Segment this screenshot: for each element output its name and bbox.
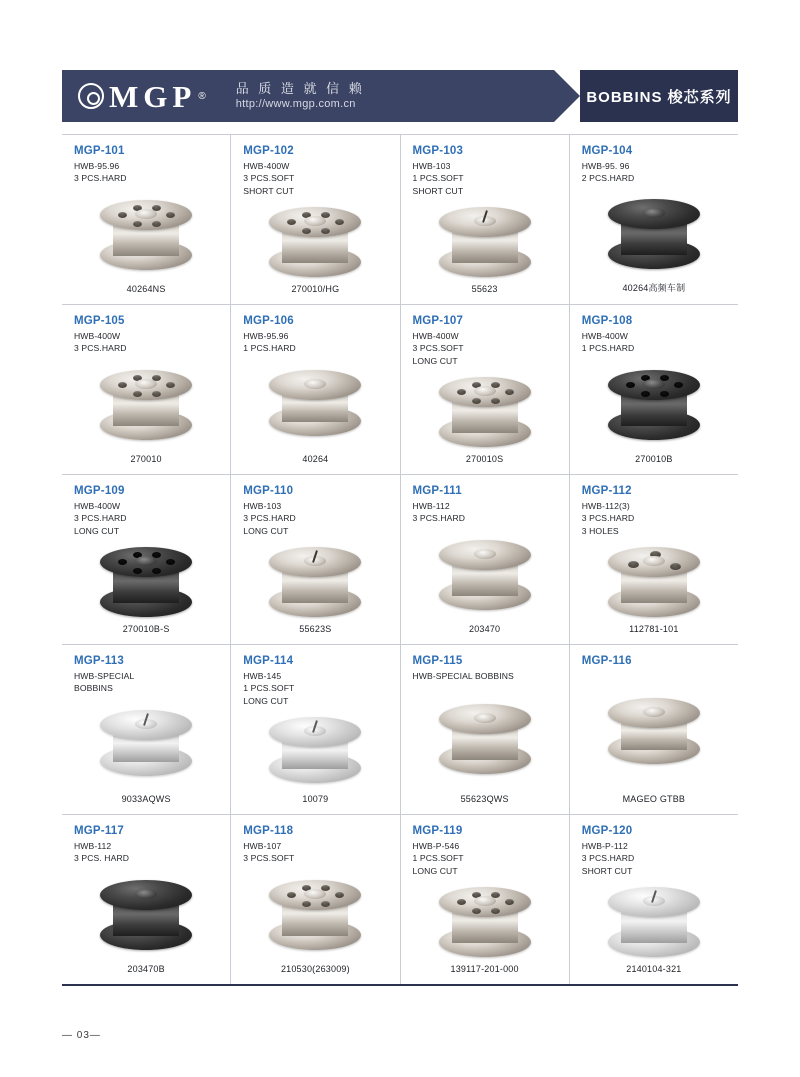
bobbin-hole: [457, 899, 466, 905]
section-title: BOBBINS 梭芯系列: [586, 88, 732, 106]
product-image: [582, 355, 726, 454]
product-image: [74, 865, 218, 964]
spec-line: LONG CUT: [412, 355, 458, 366]
spec-line: 3 PCS.HARD: [243, 513, 296, 524]
product-specs: [413, 840, 557, 877]
product-cell[interactable]: [62, 135, 231, 304]
product-code: MGP-112: [581, 485, 632, 497]
product-code: MGP-109: [74, 485, 125, 497]
bobbin-illustration: [100, 368, 192, 440]
spec-line: HWB-400W: [74, 501, 121, 511]
bobbin-hole: [505, 389, 514, 395]
brand-banner: [62, 70, 554, 122]
product-image: [243, 355, 387, 454]
product-cell[interactable]: [231, 135, 400, 304]
product-row: [62, 815, 738, 984]
spec-line: HWB-400W: [243, 161, 290, 171]
spec-line: 1 PCS.SOFT: [412, 853, 464, 864]
spec-line: 3 PCS.HARD: [74, 173, 127, 184]
spec-line: 1 PCS.HARD: [243, 343, 296, 354]
product-specs: [582, 500, 726, 537]
spec-line: 3 PCS.HARD: [412, 513, 466, 524]
bobbin-illustration: [100, 198, 192, 270]
section-banner: [580, 70, 738, 122]
bobbin-hole: [118, 382, 127, 388]
product-image: [582, 670, 726, 794]
bobbin-hole: [626, 382, 635, 388]
product-code: MGP-103: [412, 145, 464, 157]
product-cell[interactable]: [231, 305, 400, 474]
spec-line: HWB-P-546: [412, 841, 460, 851]
spec-line: 3 PCS.HARD: [74, 513, 127, 524]
spec-line: SHORT CUT: [243, 185, 294, 196]
product-code: MGP-107: [412, 315, 464, 327]
product-cell[interactable]: [570, 815, 738, 984]
product-cell[interactable]: [570, 135, 738, 304]
product-code: MGP-118: [243, 825, 294, 837]
product-image: [74, 537, 218, 624]
product-image: [243, 865, 387, 964]
product-code: MGP-113: [74, 655, 124, 667]
spec-line: HWB-SPECIAL BOBBINS: [412, 671, 514, 681]
spec-line: 3 PCS. HARD: [74, 853, 130, 864]
product-partno: 2140104-321: [626, 964, 682, 974]
bobbin-hole: [335, 219, 344, 225]
product-specs: [243, 330, 387, 355]
product-cell[interactable]: [62, 815, 231, 984]
product-partno: 55623: [471, 284, 498, 294]
product-code: MGP-120: [581, 825, 633, 837]
bobbin-illustration: [269, 715, 361, 787]
bobbin-illustration: [269, 205, 361, 277]
product-code: MGP-104: [581, 145, 633, 157]
bobbin-illustration: [439, 538, 531, 610]
product-partno: 40264: [302, 454, 329, 464]
spec-line: 3 PCS.SOFT: [243, 853, 295, 864]
bobbin-illustration: [439, 375, 531, 447]
bobbin-hole: [166, 559, 175, 565]
spec-line: 3 PCS.SOFT: [243, 173, 295, 184]
bobbin-hole: [321, 228, 330, 234]
bobbin-hole: [457, 389, 466, 395]
product-specs: [74, 670, 218, 695]
slogan-block: [236, 80, 365, 112]
spec-line: BOBBINS: [74, 683, 113, 694]
bobbin-illustration: [269, 368, 361, 440]
spec-line: 1 PCS.HARD: [581, 343, 635, 354]
bobbin-hub: [643, 208, 665, 218]
bobbin-illustration: [100, 878, 192, 950]
product-partno: 9033AQWS: [121, 794, 171, 804]
product-specs: [413, 330, 557, 367]
product-cell[interactable]: [62, 305, 231, 474]
product-partno: 203470B: [127, 964, 165, 974]
spec-line: HWB-95. 96: [581, 161, 630, 171]
product-partno: 10079: [302, 794, 329, 804]
product-cell[interactable]: [570, 645, 738, 814]
bobbin-hole: [118, 212, 127, 218]
product-specs: [74, 330, 218, 355]
product-code: MGP-116: [581, 655, 632, 667]
bobbin-hole: [302, 228, 311, 234]
product-specs: [243, 840, 387, 865]
product-specs: [74, 160, 218, 185]
bobbin-hub: [643, 556, 665, 566]
website-url: http://www.mgp.com.cn: [235, 98, 356, 111]
bobbin-hole: [660, 391, 669, 397]
product-image: [243, 197, 387, 284]
bobbin-illustration: [608, 885, 700, 957]
product-code: MGP-111: [412, 485, 462, 497]
bobbin-hole: [670, 563, 681, 570]
product-cell[interactable]: [570, 305, 738, 474]
product-code: MGP-114: [243, 655, 294, 667]
product-specs: [74, 840, 218, 865]
bobbin-hole: [321, 901, 330, 907]
bobbin-hole: [133, 568, 142, 574]
spec-line: HWB-95.96: [243, 331, 289, 341]
bobbin-illustration: [439, 205, 531, 277]
bobbin-hole: [335, 892, 344, 898]
product-partno: 40264高频车制: [622, 283, 686, 293]
spec-line: LONG CUT: [243, 525, 289, 536]
bobbin-hole: [118, 559, 127, 565]
bobbin-illustration: [100, 545, 192, 617]
product-partno: 139117-201-000: [450, 964, 519, 974]
product-image: [74, 185, 218, 284]
page-number: — 03—: [62, 1030, 101, 1041]
product-specs: [243, 160, 387, 197]
product-image: [74, 695, 218, 794]
bobbin-illustration: [439, 885, 531, 957]
bobbin-illustration: [608, 197, 700, 269]
bobbin-hole: [287, 892, 296, 898]
bobbin-hole: [491, 398, 500, 404]
spec-line: HWB-SPECIAL: [74, 671, 135, 681]
bobbin-hub: [135, 556, 157, 566]
bobbin-hub: [474, 386, 496, 396]
product-image: [582, 877, 726, 964]
product-image: [582, 185, 726, 281]
spec-line: HWB-400W: [581, 331, 628, 341]
product-code: MGP-119: [412, 825, 463, 837]
product-specs: [74, 500, 218, 537]
spec-line: HWB-400W: [74, 331, 121, 341]
product-cell[interactable]: [62, 475, 231, 644]
spec-line: 1 PCS.SOFT: [243, 683, 295, 694]
spec-line: 3 PCS.HARD: [581, 853, 635, 864]
product-partno: 270010B: [635, 454, 673, 464]
product-cell[interactable]: [401, 305, 570, 474]
bobbin-hole: [628, 561, 639, 568]
spec-line: HWB-112: [74, 841, 112, 851]
product-specs: [413, 670, 557, 682]
product-partno: 203470: [469, 624, 501, 634]
bobbin-hole: [152, 568, 161, 574]
bobbin-hole: [166, 212, 175, 218]
bobbin-hole: [166, 382, 175, 388]
bobbin-hole: [641, 391, 650, 397]
spec-line: HWB-112(3): [581, 501, 630, 511]
product-image: [413, 682, 557, 794]
product-partno: 40264NS: [126, 284, 166, 294]
bobbin-hole: [472, 908, 481, 914]
registered-trademark-icon: ®: [198, 90, 206, 102]
spec-line: 1 PCS.SOFT: [412, 173, 464, 184]
spec-line: HWB-145: [243, 671, 282, 681]
spec-line: SHORT CUT: [581, 865, 633, 876]
spec-line: 3 PCS.HARD: [581, 513, 635, 524]
spec-line: HWB-107: [243, 841, 282, 851]
product-code: MGP-102: [243, 145, 294, 157]
bobbin-illustration: [439, 702, 531, 774]
spec-line: HWB-103: [412, 161, 451, 171]
spec-line: 3 PCS.SOFT: [412, 343, 464, 354]
product-cell[interactable]: [231, 645, 400, 814]
bobbin-illustration: [269, 878, 361, 950]
spec-line: HWB-112: [412, 501, 450, 511]
spec-line: HWB-103: [243, 501, 282, 511]
spec-line: HWB-95.96: [74, 161, 120, 171]
product-image: [243, 707, 387, 794]
bobbin-hole: [133, 391, 142, 397]
product-partno: 270010: [130, 454, 162, 464]
page-header: [62, 70, 738, 122]
product-partno: MAGEO GTBB: [622, 794, 686, 804]
bobbin-hub: [304, 216, 326, 226]
product-cell[interactable]: [401, 135, 570, 304]
mgp-logo-icon: [78, 83, 104, 109]
product-specs: [243, 500, 387, 537]
bobbin-hole: [152, 391, 161, 397]
bobbin-hole: [152, 221, 161, 227]
spec-line: LONG CUT: [412, 865, 458, 876]
product-code: MGP-106: [243, 315, 294, 327]
spec-line: LONG CUT: [74, 525, 120, 536]
spec-line: 2 PCS.HARD: [581, 173, 635, 184]
product-partno: 55623QWS: [460, 794, 509, 804]
product-image: [413, 197, 557, 284]
product-code: MGP-117: [74, 825, 124, 837]
product-partno: 270010/HG: [291, 284, 340, 294]
product-grid: [62, 134, 738, 986]
product-partno: 210530(263009): [280, 964, 350, 974]
product-image: [74, 355, 218, 454]
product-specs: [582, 840, 726, 877]
bobbin-illustration: [608, 368, 700, 440]
product-cell[interactable]: [570, 475, 738, 644]
product-specs: [582, 330, 726, 355]
product-partno: 112781-101: [629, 624, 679, 634]
product-specs: [413, 500, 557, 525]
brand-name: MGP: [109, 78, 197, 114]
product-image: [582, 537, 726, 624]
bobbin-illustration: [608, 696, 700, 768]
bobbin-hole: [472, 398, 481, 404]
product-partno: 270010S: [465, 454, 504, 464]
product-image: [413, 367, 557, 454]
spec-line: LONG CUT: [243, 695, 289, 706]
product-cell[interactable]: [401, 815, 570, 984]
product-code: MGP-108: [581, 315, 633, 327]
bobbin-hole: [674, 382, 683, 388]
product-code: MGP-101: [74, 145, 125, 157]
product-cell[interactable]: [231, 815, 400, 984]
spec-line: SHORT CUT: [412, 185, 464, 196]
product-code: MGP-115: [412, 655, 463, 667]
product-partno: 270010B-S: [122, 624, 170, 634]
bobbin-illustration: [608, 545, 700, 617]
bobbin-hole: [287, 219, 296, 225]
bobbin-hole: [133, 221, 142, 227]
product-cell[interactable]: [62, 645, 231, 814]
product-partno: 55623S: [299, 624, 332, 634]
product-row: [62, 305, 738, 475]
bobbin-hole: [505, 899, 514, 905]
bobbin-illustration: [269, 545, 361, 617]
spec-line: 3 HOLES: [581, 525, 619, 536]
product-cell[interactable]: [401, 645, 570, 814]
product-code: MGP-110: [243, 485, 294, 497]
product-row: [62, 645, 738, 815]
bobbin-illustration: [100, 708, 192, 780]
bobbin-hub: [474, 713, 496, 723]
product-image: [243, 537, 387, 624]
spec-line: HWB-400W: [412, 331, 459, 341]
product-image: [413, 877, 557, 964]
product-specs: [243, 670, 387, 707]
slogan-chinese: 品 质 造 就 信 赖: [235, 80, 365, 96]
bobbin-hole: [302, 901, 311, 907]
bobbin-hole: [491, 908, 500, 914]
product-cell[interactable]: [401, 475, 570, 644]
product-cell[interactable]: [231, 475, 400, 644]
product-image: [413, 525, 557, 624]
product-row: [62, 135, 738, 305]
product-row: [62, 475, 738, 645]
product-specs: [413, 160, 557, 197]
spec-line: HWB-P-112: [581, 841, 628, 851]
bobbin-hub: [643, 707, 665, 717]
spec-line: 3 PCS.HARD: [74, 343, 127, 354]
bobbin-hub: [474, 896, 496, 906]
product-code: MGP-105: [74, 315, 125, 327]
product-specs: [582, 160, 726, 185]
